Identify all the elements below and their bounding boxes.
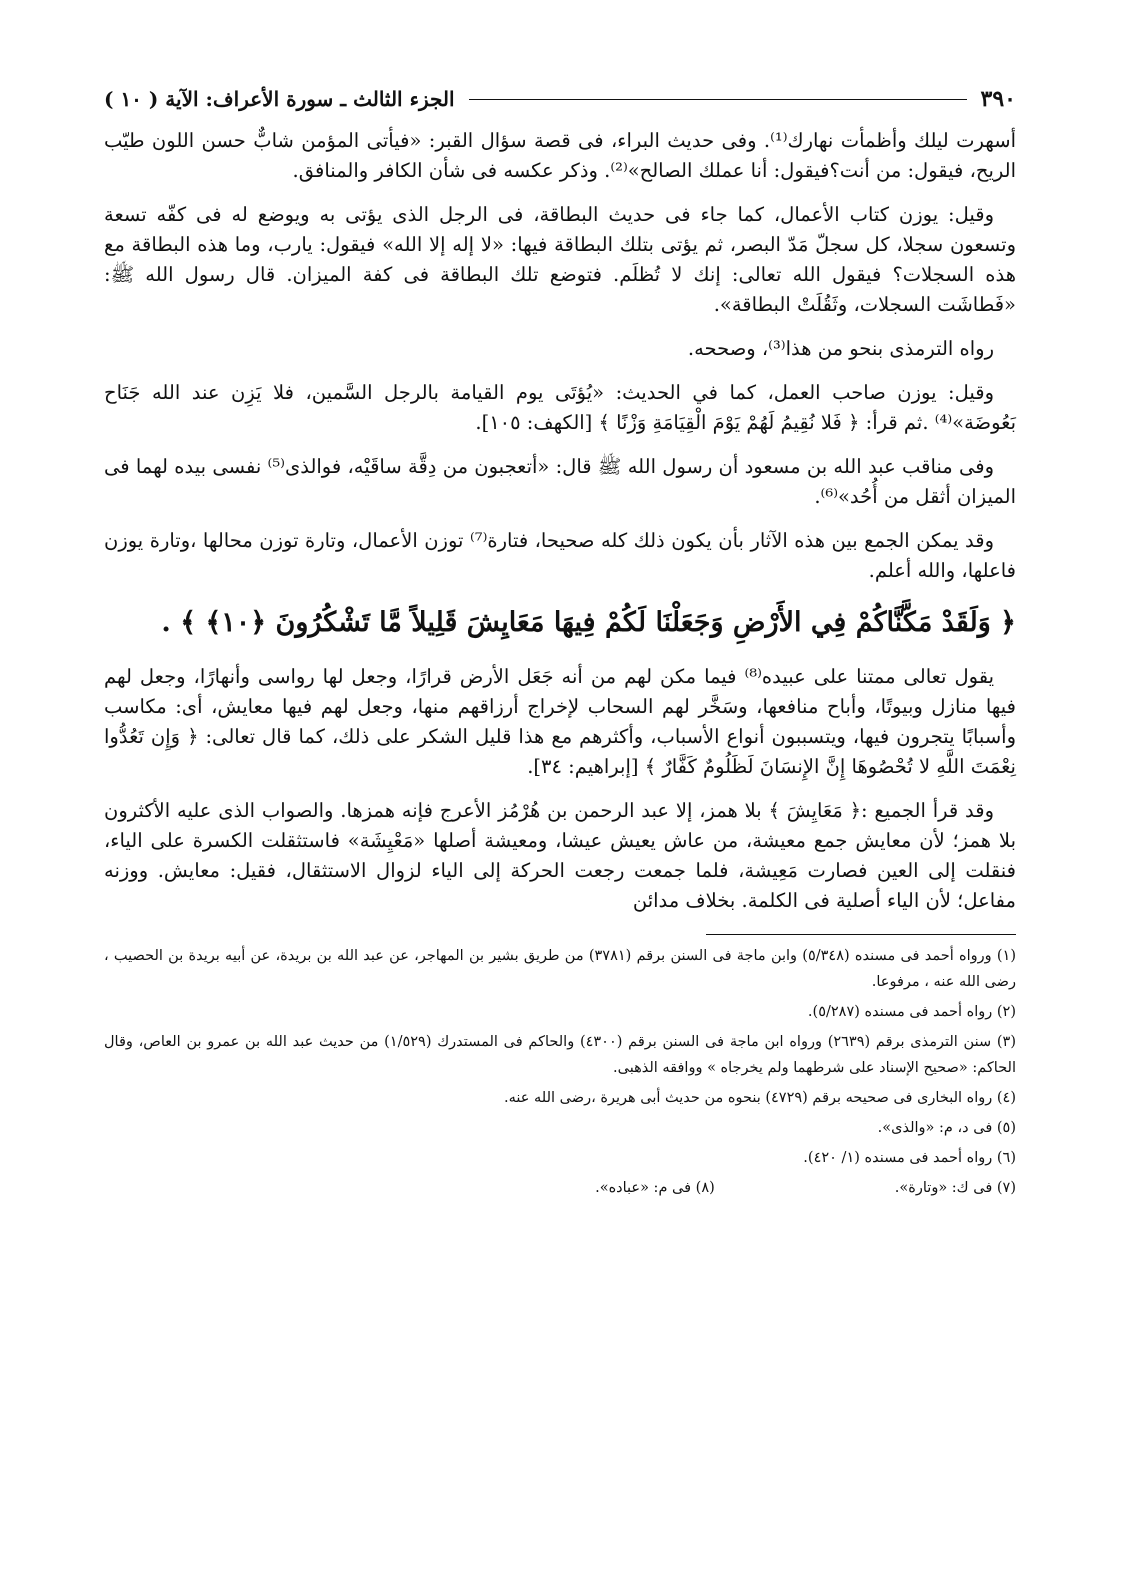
- footnotes: [104, 943, 1016, 1201]
- footnote-separator: [706, 934, 1016, 935]
- footnote-row: [104, 1175, 1016, 1201]
- footnote: (٥) فى د، م: «والذى».: [877, 1120, 1016, 1136]
- paragraph: أسهرت ليلك وأظمأت نهارك⁽¹⁾. وفى حديث البراء، فى قصة سؤال القبر: «فيأتى المؤمن شابٌّ حسن اللون طيّب الريح، فيقول: من أنت؟فيقول: أنا عملك الصالح»⁽²⁾. وذكر عكسه فى شأن الكافر والمنافق.: [104, 129, 1016, 182]
- footnote: (٦) رواه أحمد فى مسنده (١/ ٤٢٠).: [803, 1150, 1016, 1166]
- paragraph: وقد قرأ الجميع :﴿ مَعَايِشَ ﴾ بلا همز، إلا عبد الرحمن بن هُرْمُز الأعرج فإنه همزها. والصواب الذى عليه الأكثرون بلا همز؛ لأن معايش جمع معيشة، من عاش يعيش عيشا، ومعيشة أصلها «مَعْيِشَة» فاستثقلت الكسرة على الياء، فنقلت إلى العين فصارت مَعِيشة، فلما جمعت رجعت الحركة إلى الياء لزوال الاستثقال، فقيل: معايش. ووزنه مفاعل؛ لأن الياء أصلية فى الكلمة. بخلاف مدائن: [104, 799, 1016, 912]
- footnote: (٧) فى ك: «وتارة».: [894, 1180, 1016, 1196]
- header-title: الجزء الثالث ـ سورة الأعراف: الآية ( ١٠ ): [104, 87, 455, 111]
- page-number: ٣٩٠: [980, 86, 1016, 112]
- paragraph: وقيل: يوزن كتاب الأعمال، كما جاء فى حديث البطاقة، فى الرجل الذى يؤتى به ويوضع له فى كفّه تسعة وتسعون سجلا، كل سجلّ مَدّ البصر، ثم يؤتى بتلك البطاقة فيها: «لا إله إلا الله» فيقول: يارب، وما هذه البطاقة مع هذه السجلات؟ فيقول الله تعالى: إنك لا تُظلَم. فتوضع تلك البطاقة فى كفة الميزان. قال رسول الله ﷺ: «فَطاشَت السجلات، وثَقُلَتْ البطاقة».: [104, 203, 1016, 316]
- paragraph: وقيل: يوزن صاحب العمل، كما في الحديث: «يُؤتَى يوم القيامة بالرجل السَّمين، فلا يَزِن عند الله جَنَاح بَعُوضَة»⁽⁴⁾ .ثم قرأ: ﴿ فَلا نُقِيمُ لَهُمْ يَوْمَ الْقِيَامَةِ وَزْنًا ﴾ [الكهف: ١٠٥].: [104, 381, 1016, 434]
- footnote: (٨) فى م: «عباده».: [595, 1180, 715, 1196]
- paragraph: وفى مناقب عبد الله بن مسعود أن رسول الله ﷺ قال: «أتعجبون من دِقَّة ساقَيْه، فوالذى⁽⁵⁾ نفسى بيده لهما فى الميزان أثقل من أُحُد»⁽⁶⁾.: [104, 455, 1016, 508]
- paragraph: وقد يمكن الجمع بين هذه الآثار بأن يكون ذلك كله صحيحا، فتارة⁽⁷⁾ توزن الأعمال، وتارة توزن محالها ،وتارة يوزن فاعلها، والله أعلم.: [104, 529, 1016, 582]
- paragraph: رواه الترمذى بنحو من هذا⁽³⁾، وصححه.: [687, 337, 994, 360]
- paragraph: يقول تعالى ممتنا على عبيده⁽⁸⁾ فيما مكن لهم من أنه جَعَل الأرض قرارًا، وجعل لها رواسى وأنهارًا، وجعل لهم فيها منازل وبيوتًا، وأباح منافعها، وسَخَّر لهم السحاب لإخراج أرزاقهم منها، وجعل لهم فيها معايش، أى: مكاسب وأسبابًا يتجرون فيها، ويتسببون أنواع الأسباب، وأكثرهم مع هذا قليل الشكر على ذلك، كما قال تعالى: ﴿ وَإِن تَعُدُّوا نِعْمَتَ اللَّهِ لا تُحْصُوهَا إِنَّ الإِنسَانَ لَظَلُومٌ كَفَّارٌ ﴾ [إبراهيم: ٣٤].: [104, 665, 1016, 778]
- running-header: [104, 82, 1016, 116]
- footnote: (٤) رواه البخارى فى صحيحه برقم (٤٧٢٩) بنحوه من حديث أبى هريرة ،رضى الله عنه.: [504, 1090, 1016, 1106]
- quran-verse: ﴿ وَلَقَدْ مَكَّنَّاكُمْ فِي الأَرْضِ وَجَعَلْنَا لَكُمْ فِيهَا مَعَايِشَ قَلِيلاً مَّا تَشْكُرُونَ ﴿١٠﴾ ﴾ .: [161, 607, 1016, 638]
- book-page: [104, 82, 1016, 1522]
- footnote: (١) ورواه أحمد فى مسنده (٥/٣٤٨) وابن ماجة فى السنن برقم (٣٧٨١) من طريق بشير بن المهاجر، عن عبد الله بن بريدة، عن أبيه بريدة بن الحصيب ، رضى الله عنه ، مرفوعا.: [104, 948, 1016, 990]
- footnote: (٢) رواه أحمد فى مسنده (٥/٢٨٧).: [807, 1004, 1016, 1020]
- main-text: [104, 126, 1016, 916]
- footnote: (٣) سنن الترمذى برقم (٢٦٣٩) ورواه ابن ماجة فى السنن برقم (٤٣٠٠) والحاكم فى المستدرك (١/٥٢٩) من حديث عبد الله بن عمرو بن العاص، وقال الحاكم: «صحيح الإسناد على شرطهما ولم يخرجاه » ووافقه الذهبى.: [104, 1034, 1016, 1076]
- header-rule: [469, 99, 967, 100]
